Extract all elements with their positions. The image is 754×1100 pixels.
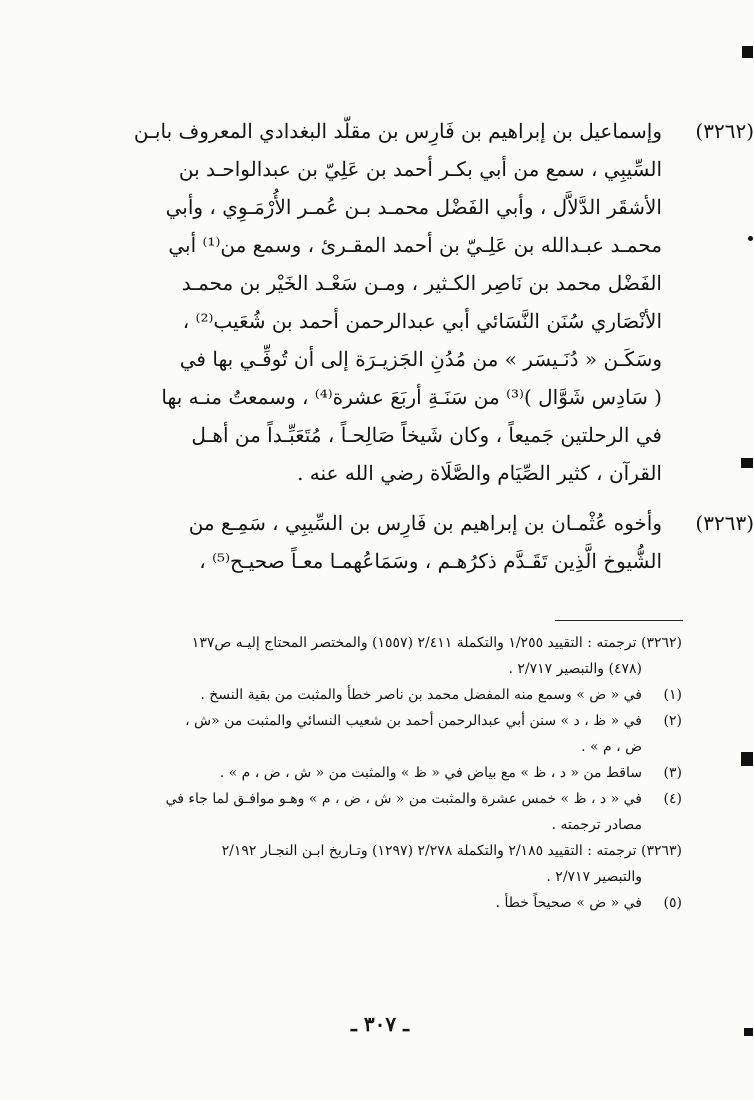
footnote-2 bbox=[92, 708, 682, 734]
footnote-text: ساقط من « د ، ظ » مع بياض في « ظ » والمثبت من « ش ، ض ، م » . bbox=[219, 765, 642, 781]
footnote-text: والتبصير ٢/٧١٧ . bbox=[546, 869, 642, 885]
footnote-text: في « ض » وسمع منه المفضل محمد بن ناصر خطأ والمثبت من بقية النسخ . bbox=[200, 687, 642, 703]
footnote-tag: (٥) bbox=[663, 895, 682, 911]
footnote-ref-3263 bbox=[92, 838, 682, 864]
footnote-text: (٣٢٦٣) ترجمته : التقييد ٢/١٨٥ والتكملة ٢/٢٧٨ (١٢٩٧) وتـاريخ ابـن النجـار ٢/١٩٢ bbox=[221, 843, 682, 859]
footnotes bbox=[92, 630, 682, 916]
footnote-text: (٤٧٨) والتبصير ٢/٧١٧ . bbox=[508, 661, 642, 677]
footnote-5 bbox=[92, 890, 682, 916]
footnote-text: في « ظ ، د » سنن أبي عبدالرحمن أحمد بن شعيب النسائي والمثبت من «ش ، bbox=[185, 713, 642, 729]
scan-mark bbox=[742, 46, 753, 58]
text-line: ( سَادِس شَوَّال )⁽³⁾ من سَنَـةِ أربَعَ عشرة⁽⁴⁾ ، وسمعتُ منـه بها bbox=[161, 385, 662, 409]
footnote-text: ض ، م » . bbox=[581, 739, 642, 755]
footnote-tag: (٤) bbox=[663, 791, 682, 807]
footnote-ref-3262 bbox=[92, 630, 682, 656]
footnote-continuation bbox=[92, 656, 682, 682]
text-line: محمـد عبـدالله بن عَلِـيّ بن أحمد المقـرئ ، وسمع من⁽¹⁾ أبي bbox=[168, 233, 662, 257]
footnote-text: مصادر ترجمته . bbox=[551, 817, 642, 833]
scan-mark bbox=[741, 752, 753, 766]
footnote-tag: (٣) bbox=[663, 765, 682, 781]
footnote-tag: (٢) bbox=[663, 713, 682, 729]
text-line: في الرحلتين جَميعاً ، وكان شَيخاً صَالِحـاً ، مُتَعَبِّـداً من أهـل bbox=[191, 423, 662, 447]
footnote-divider bbox=[555, 620, 683, 621]
footnote-continuation bbox=[92, 734, 682, 760]
entry-number: (٣٢٦٣) bbox=[695, 511, 754, 535]
text-line: الشُّيوخ الَّذِين تَقَـدَّم ذكرُهـم ، وسَمَاعُهمـا معـاً صحيـح⁽⁵⁾ ، bbox=[199, 549, 662, 573]
text-line: وسَكَـن « دُنَـيسَر » من مُدُنِ الجَزيـرَة إلى أن تُوفِّـي بها في bbox=[179, 347, 662, 371]
page-number: ـ ٣٠٧ ـ bbox=[351, 1012, 409, 1036]
scan-mark bbox=[741, 458, 753, 468]
text-line: الأشقَر الدَّلاَّل ، وأبي الفَضْل محمـد بـن عُمـر الأُرْمَـوِي ، وأبي bbox=[165, 195, 662, 219]
scan-mark bbox=[748, 236, 753, 241]
footnote-tag: (١) bbox=[663, 687, 682, 703]
footnote-3 bbox=[92, 760, 682, 786]
entry-number: (٣٢٦٢) bbox=[695, 119, 754, 143]
text-line: القرآن ، كثير الصِّيَام والصَّلَاة رضي الله عنه . bbox=[297, 461, 662, 485]
footnote-text: في « ض » صحيحاً خطأ . bbox=[495, 895, 642, 911]
footnote-1 bbox=[92, 682, 682, 708]
entry-3263 bbox=[130, 504, 754, 580]
footnote-text: في « د ، ظ » خمس عشرة والمثبت من « ش ، ض ، م » وهـو موافـق لما جاء في bbox=[165, 791, 642, 807]
footnote-continuation bbox=[92, 864, 682, 890]
text-line: وأخوه عُثْمـان بن إبراهيم بن فَارِس بن السِّيبِي ، سَمِـع من bbox=[188, 511, 662, 535]
footnote-continuation bbox=[92, 812, 682, 838]
text-line: الفَضْل محمد بن نَاصِر الكـثير ، ومـن سَعْـد الخَيْر بن محمـد bbox=[181, 271, 662, 295]
entry-3262 bbox=[130, 112, 754, 492]
scan-mark bbox=[744, 1028, 753, 1036]
footnote-4 bbox=[92, 786, 682, 812]
text-line: السِّيبِي ، سمع من أبي بكـر أحمد بن عَلِيّ بن عبدالواحـد بن bbox=[178, 157, 662, 181]
text-line: وإسماعيل بن إبراهيم بن فَارِس بن مقلّد البغدادي المعروف بابـن bbox=[133, 119, 662, 143]
text-line: الأنْصَاري سُنَن النَّسَائي أبي عبدالرحمن أحمد بن شُعَيب⁽²⁾ ، bbox=[182, 309, 662, 333]
footnote-text: (٣٢٦٢) ترجمته : التقييد ١/٢٥٥ والتكملة ٢/٤١١ (١٥٥٧) والمختصر المحتاج إليـه ص١٣٧ bbox=[191, 635, 682, 651]
